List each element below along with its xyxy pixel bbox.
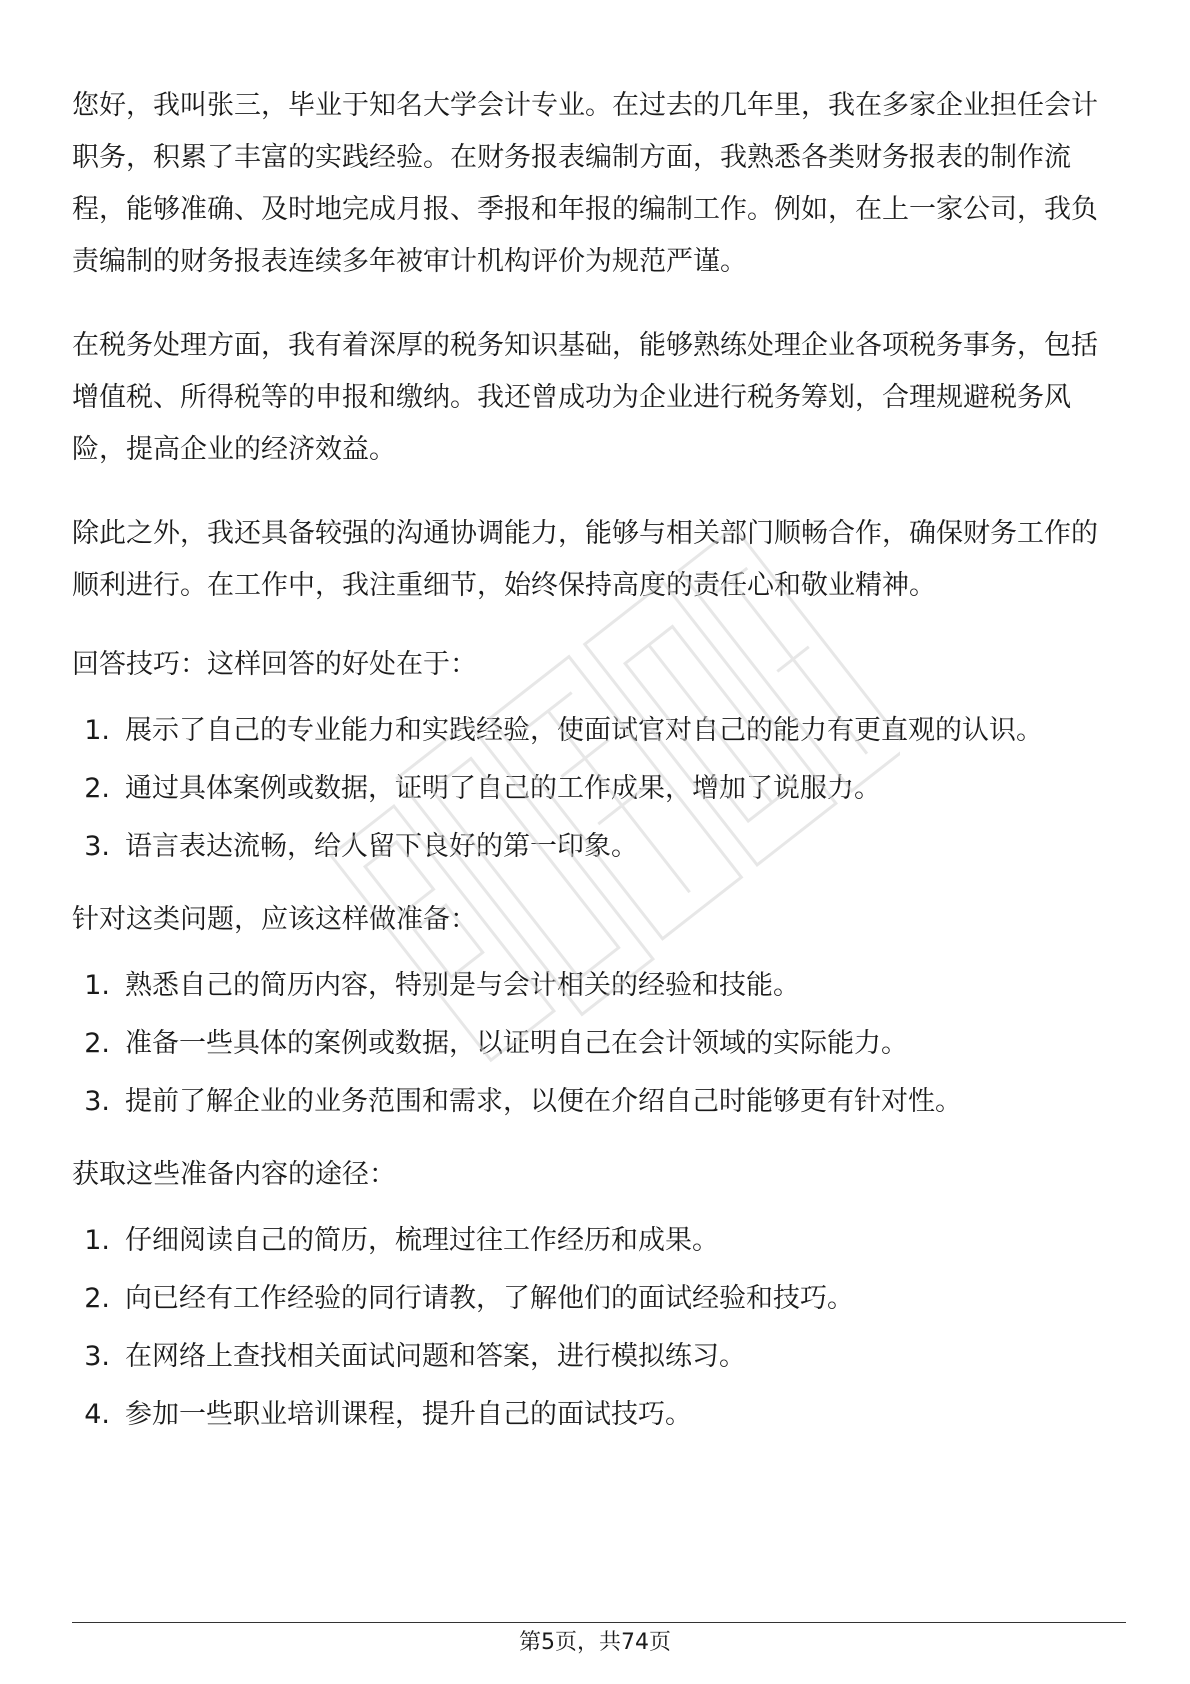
list-item-number: 4.	[84, 1399, 110, 1430]
list-item-number: 1.	[84, 715, 110, 746]
list-item-text: 熟悉自己的简历内容，特别是与会计相关的经验和技能。	[125, 970, 800, 1001]
list-item-text: 语言表达流畅，给人留下良好的第一印象。	[125, 831, 638, 862]
list-item	[72, 1279, 1120, 1319]
document-body	[72, 80, 1120, 1453]
list-item-text: 通过具体案例或数据，证明了自己的工作成果，增加了说服力。	[125, 773, 881, 804]
preparation-list	[72, 966, 1120, 1122]
tax-paragraph: 在税务处理方面，我有着深厚的税务知识基础，能够熟练处理企业各项税务事务，包括增值税、所得税等的申报和缴纳。我还曾成功为企业进行税务筹划，合理规避税务风险，提高企业的经济效益。	[72, 330, 1098, 465]
list-item	[72, 1024, 1120, 1064]
list-item-text: 在网络上查找相关面试问题和答案，进行模拟练习。	[125, 1341, 746, 1372]
sources-heading: 获取这些准备内容的途径：	[72, 1159, 396, 1190]
intro-paragraph: 您好，我叫张三，毕业于知名大学会计专业。在过去的几年里，我在多家企业担任会计职务，积累了丰富的实践经验。在财务报表编制方面，我熟悉各类财务报表的制作流程，能够准确、及时地完成月报、季报和年报的编制工作。例如，在上一家公司，我负责编制的财务报表连续多年被审计机构评价为规范严谨。	[72, 90, 1098, 277]
preparation-heading: 针对这类问题，应该这样做准备：	[72, 904, 477, 935]
list-item	[72, 769, 1120, 809]
list-item-number: 2.	[84, 1283, 110, 1314]
sources-list	[72, 1221, 1120, 1435]
list-item	[72, 1082, 1120, 1122]
list-item-number: 2.	[84, 773, 110, 804]
list-item-number: 3.	[84, 1341, 110, 1372]
communication-paragraph: 除此之外，我还具备较强的沟通协调能力，能够与相关部门顺畅合作，确保财务工作的顺利进行。在工作中，我注重细节，始终保持高度的责任心和敬业精神。	[72, 518, 1098, 601]
list-item-text: 仔细阅读自己的简历，梳理过往工作经历和成果。	[125, 1225, 719, 1256]
list-item-number: 3.	[84, 1086, 110, 1117]
answer-tips-heading: 回答技巧：这样回答的好处在于：	[72, 649, 477, 680]
list-item-number: 1.	[84, 1225, 110, 1256]
answer-tips-list	[72, 711, 1120, 867]
list-item-text: 向已经有工作经验的同行请教，了解他们的面试经验和技巧。	[125, 1283, 854, 1314]
list-item-number: 3.	[84, 831, 110, 862]
list-item	[72, 1395, 1120, 1435]
list-item	[72, 966, 1120, 1006]
list-item	[72, 827, 1120, 867]
page-number: 第5页，共74页	[519, 1630, 671, 1655]
list-item-text: 参加一些职业培训课程，提升自己的面试技巧。	[125, 1399, 692, 1430]
list-item-text: 准备一些具体的案例或数据，以证明自己在会计领域的实际能力。	[125, 1028, 908, 1059]
footer-divider	[72, 1622, 1126, 1623]
list-item	[72, 1337, 1120, 1377]
list-item-text: 展示了自己的专业能力和实践经验，使面试官对自己的能力有更直观的认识。	[125, 715, 1043, 746]
list-item-number: 2.	[84, 1028, 110, 1059]
list-item	[72, 1221, 1120, 1261]
list-item-number: 1.	[84, 970, 110, 1001]
list-item-text: 提前了解企业的业务范围和需求，以便在介绍自己时能够更有针对性。	[125, 1086, 962, 1117]
list-item	[72, 711, 1120, 751]
